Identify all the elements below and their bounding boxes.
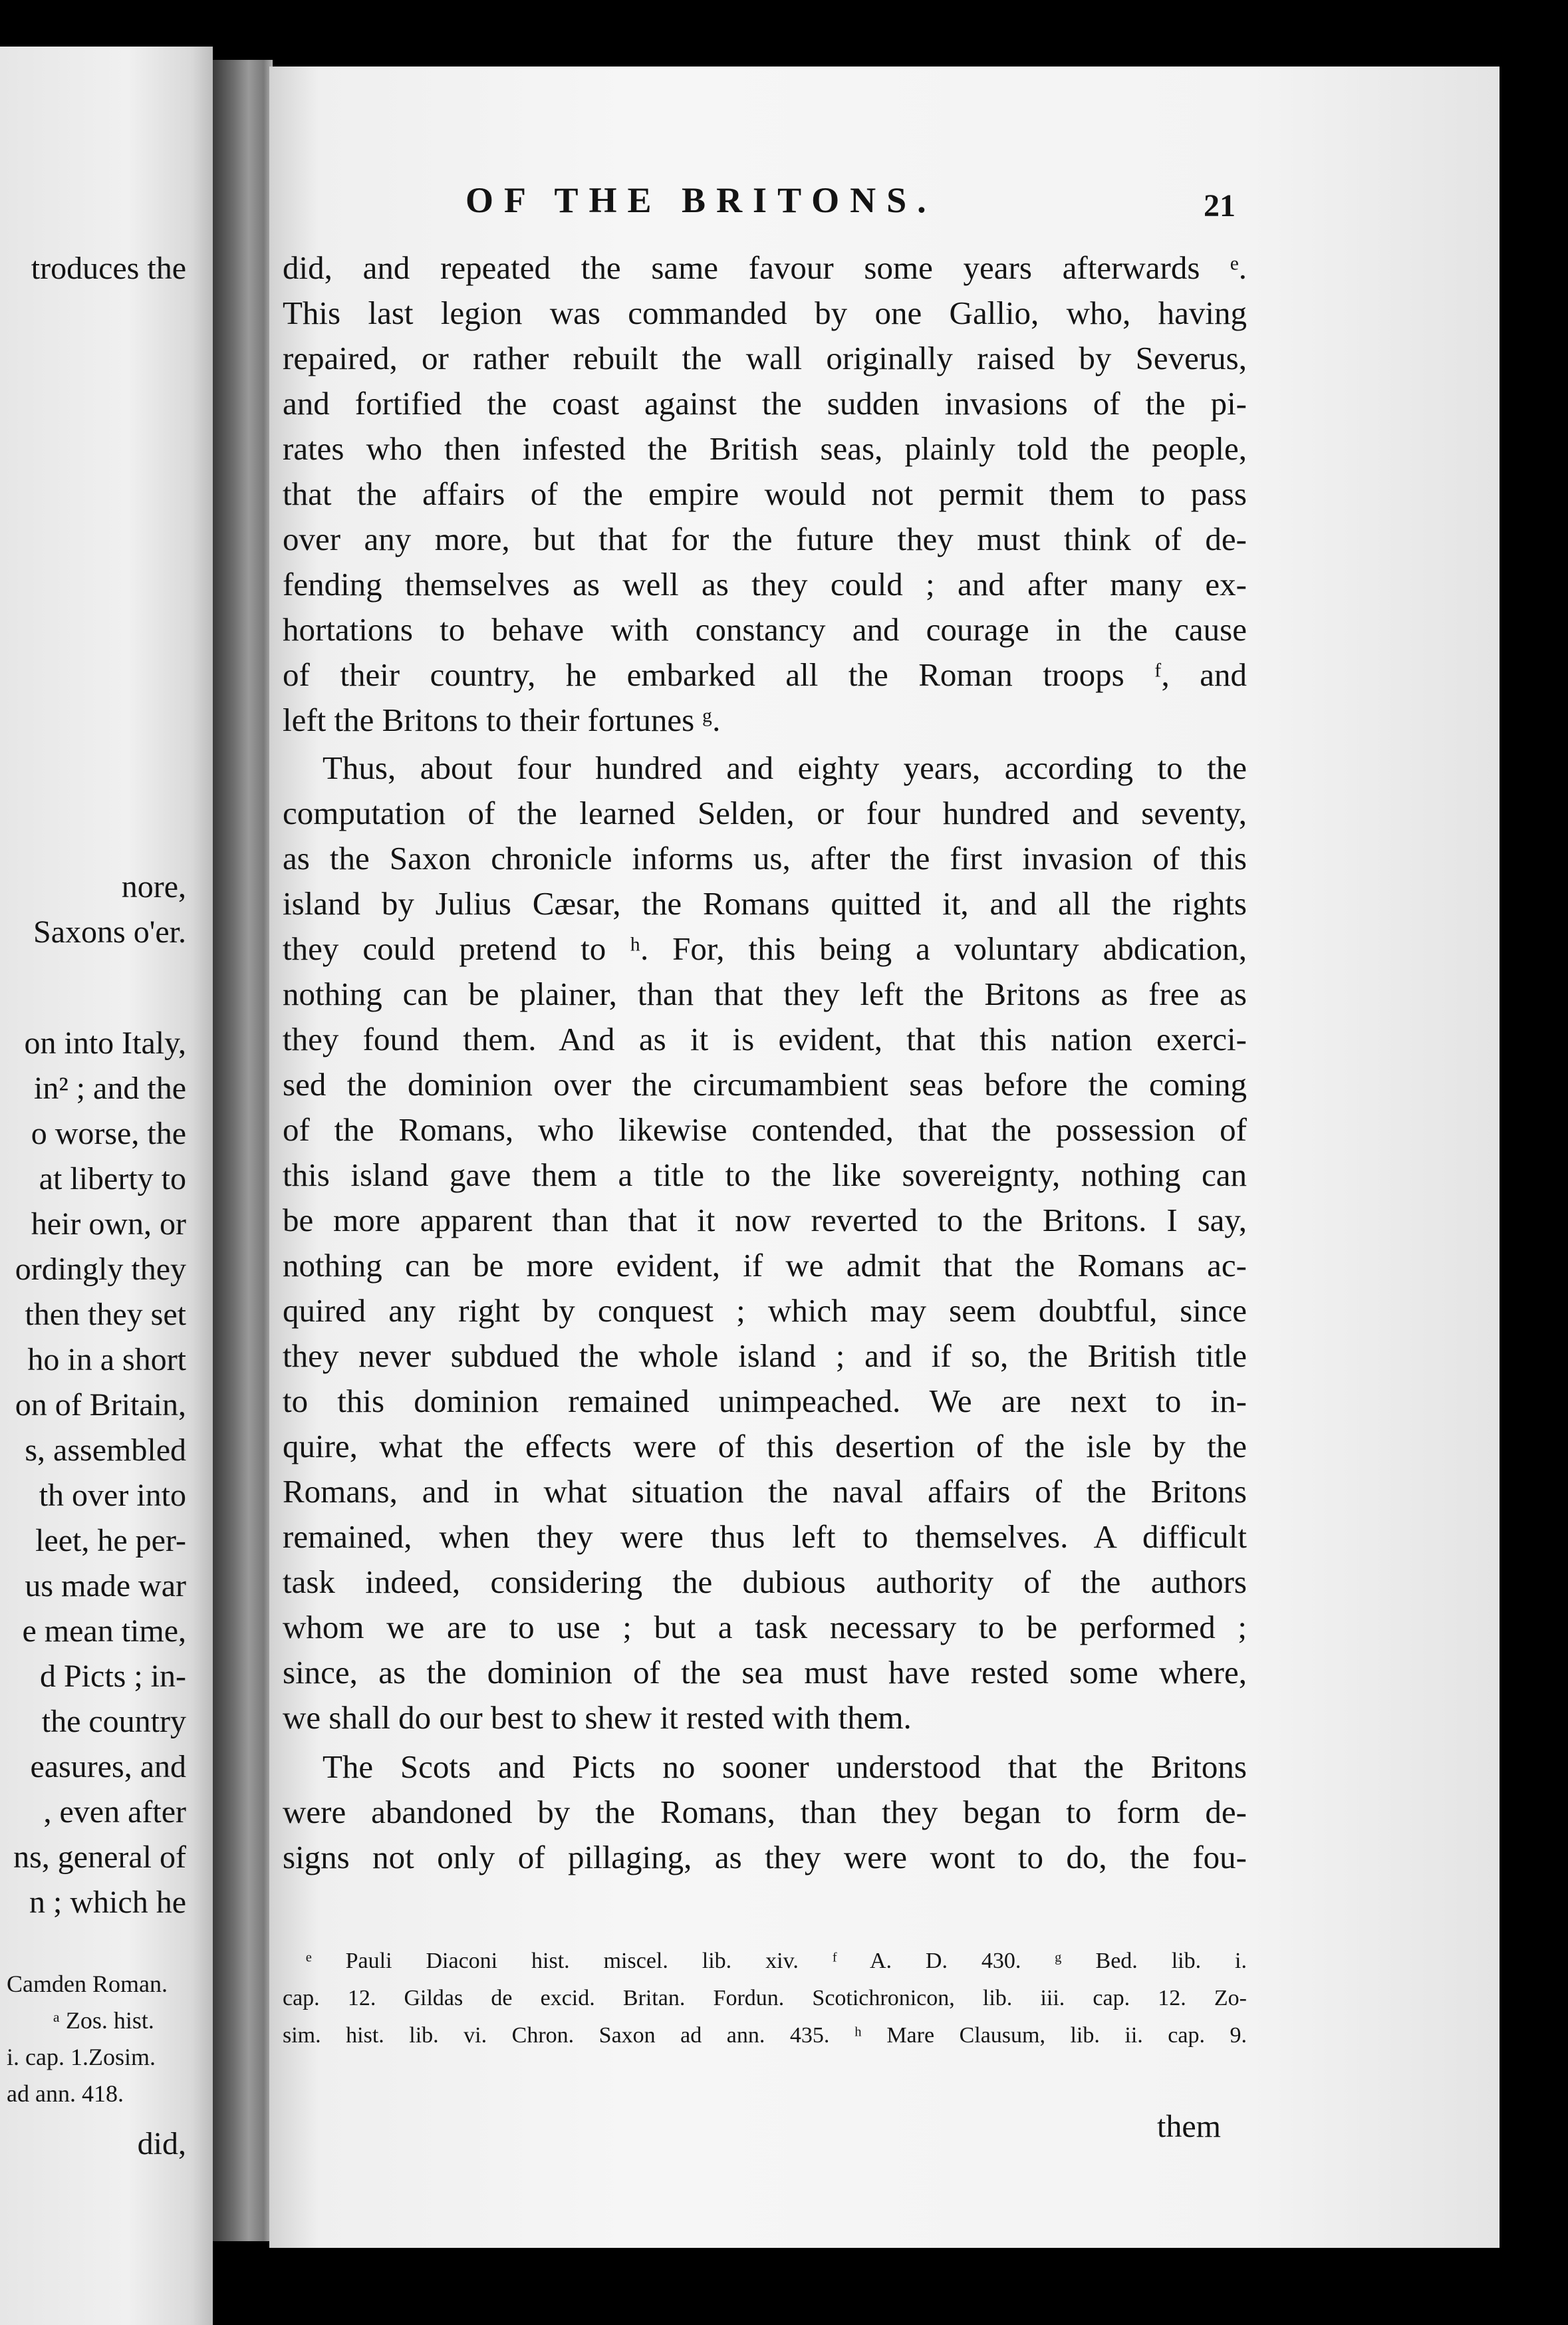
left-page xyxy=(0,47,213,2325)
left-page-line: ho in a short xyxy=(27,1342,186,1377)
body-line: computation of the learned Selden, or four hundred and seventy, xyxy=(283,795,1247,831)
body-line: they could pretend to ʰ. For, this being a voluntary abdication, xyxy=(283,930,1247,967)
left-page-line: e mean time, xyxy=(22,1613,186,1649)
body-line: be more apparent than that it now reverted to the Britons. I say, xyxy=(283,1202,1247,1238)
left-page-line: the country xyxy=(41,1704,186,1739)
body-line: island by Julius Cæsar, the Romans quitted it, and all the rights xyxy=(283,885,1247,922)
left-page-line: Saxons o'er. xyxy=(33,914,186,950)
left-page-line: in² ; and the xyxy=(33,1071,186,1106)
body-line: nothing can be plainer, than that they left the Britons as free as xyxy=(283,976,1247,1012)
left-page-line: ordingly they xyxy=(15,1252,186,1287)
body-line: task indeed, considering the dubious authority of the authors xyxy=(283,1564,1247,1600)
left-page-line: at liberty to xyxy=(39,1161,186,1196)
body-line: left the Britons to their fortunes ᵍ. xyxy=(283,702,721,738)
body-line: remained, when they were thus left to themselves. A difficult xyxy=(283,1518,1247,1555)
page-number: 21 xyxy=(1204,188,1236,223)
left-page-footnote: Camden Roman. xyxy=(7,1971,168,1997)
left-page-line: on of Britain, xyxy=(15,1387,186,1423)
body-line: sed the dominion over the circumambient seas before the coming xyxy=(283,1066,1247,1103)
left-page-line: troduces the xyxy=(31,251,186,286)
left-page-line: heir own, or xyxy=(31,1206,186,1242)
left-page-line: ns, general of xyxy=(13,1840,186,1875)
body-line: did, and repeated the same favour some years afterwards ᵉ. xyxy=(283,249,1247,286)
left-page-line: nore, xyxy=(121,869,186,904)
left-page-line: , even after xyxy=(43,1794,186,1830)
left-page-footnote: ᵃ Zos. hist. xyxy=(53,2007,154,2034)
body-line: of the Romans, who likewise contended, that the possession of xyxy=(283,1111,1247,1148)
body-line: as the Saxon chronicle informs us, after the first invasion of this xyxy=(283,840,1247,877)
left-page-line: s, assembled xyxy=(25,1433,186,1468)
body-line: this island gave them a title to the like sovereignty, nothing can xyxy=(283,1157,1247,1193)
scan-border-right xyxy=(1500,67,1568,2325)
body-line: whom we are to use ; but a task necessary to be performed ; xyxy=(283,1609,1247,1645)
body-line: hortations to behave with constancy and courage in the cause xyxy=(283,611,1247,648)
left-page-footnote: i. cap. 1.Zosim. xyxy=(7,2044,156,2070)
body-line: over any more, but that for the future they must think of de- xyxy=(283,521,1247,557)
left-page-line: then they set xyxy=(25,1297,186,1332)
body-line: nothing can be more evident, if we admit that the Romans ac- xyxy=(283,1247,1247,1284)
footnote-line: sim. hist. lib. vi. Chron. Saxon ad ann. 435. ʰ Mare Clausum, lib. ii. cap. 9. xyxy=(283,2023,1247,2048)
footnote-line: ᵉ Pauli Diaconi hist. miscel. lib. xiv. ᶠ A. D. 430. ᵍ Bed. lib. i. xyxy=(306,1949,1247,1973)
body-line: of their country, he embarked all the Roman troops ᶠ, and xyxy=(283,656,1247,693)
left-page-line: d Picts ; in- xyxy=(39,1659,186,1694)
body-line: to this dominion remained unimpeached. We are next to in- xyxy=(283,1383,1247,1419)
left-page-line: us made war xyxy=(25,1568,186,1603)
body-line: that the affairs of the empire would not permit them to pass xyxy=(283,476,1247,512)
scan-border-top xyxy=(0,0,1568,67)
body-line: they found them. And as it is evident, that this nation exerci- xyxy=(283,1021,1247,1057)
body-line: Thus, about four hundred and eighty years, according to the xyxy=(323,750,1247,786)
footnote-line: cap. 12. Gildas de excid. Britan. Fordun. Scotichronicon, lib. iii. cap. 12. Zo- xyxy=(283,1986,1247,2010)
body-line: since, as the dominion of the sea must have rested some where, xyxy=(283,1654,1247,1691)
body-line: we shall do our best to shew it rested with them. xyxy=(283,1699,912,1736)
body-line: they never subdued the whole island ; and if so, the British title xyxy=(283,1337,1247,1374)
body-line: signs not only of pillaging, as they were wont to do, the fou- xyxy=(283,1839,1247,1875)
left-page-catchword: did, xyxy=(137,2126,186,2161)
catchword: them xyxy=(1157,2109,1221,2144)
body-line: Romans, and in what situation the naval affairs of the Britons xyxy=(283,1473,1247,1510)
scan-border-bottom xyxy=(213,2248,1568,2325)
left-page-line: easures, and xyxy=(30,1749,186,1784)
left-page-line: on into Italy, xyxy=(24,1026,186,1061)
body-line: quired any right by conquest ; which may seem doubtful, since xyxy=(283,1292,1247,1329)
body-line: repaired, or rather rebuilt the wall originally raised by Severus, xyxy=(283,340,1247,376)
body-line: The Scots and Picts no sooner understood that the Britons xyxy=(323,1748,1247,1785)
body-line: and fortified the coast against the sudden invasions of the pi- xyxy=(283,385,1247,422)
body-line: This last legion was commanded by one Gallio, who, having xyxy=(283,295,1247,331)
body-line: quire, what the effects were of this desertion of the isle by the xyxy=(283,1428,1247,1464)
left-page-line: leet, he per- xyxy=(35,1523,186,1558)
body-line: fending themselves as well as they could ; and after many ex- xyxy=(283,566,1247,603)
running-head: OF THE BRITONS. xyxy=(465,180,937,220)
body-line: were abandoned by the Romans, than they began to form de- xyxy=(283,1794,1247,1830)
book-gutter xyxy=(213,60,273,2241)
body-line: rates who then infested the British seas, plainly told the people, xyxy=(283,430,1247,467)
left-page-line: th over into xyxy=(39,1478,186,1513)
left-page-line: n ; which he xyxy=(29,1885,186,1920)
left-page-footnote: ad ann. 418. xyxy=(7,2080,124,2107)
left-page-line: o worse, the xyxy=(31,1116,186,1151)
